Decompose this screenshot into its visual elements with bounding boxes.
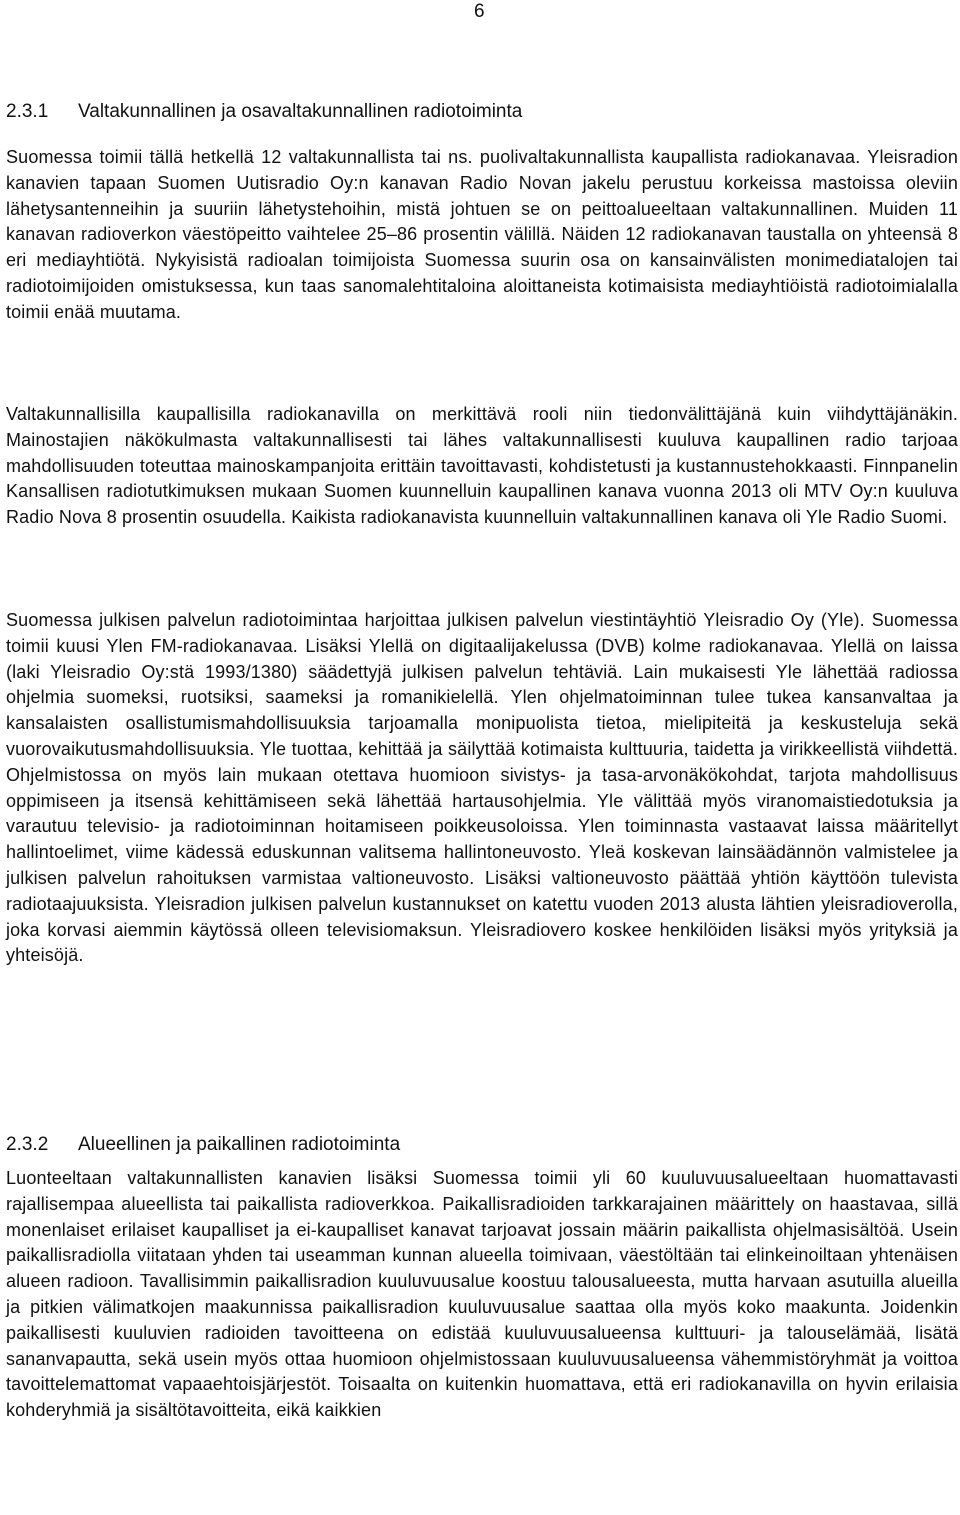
section-number: 2.3.1 [6, 101, 49, 122]
paragraph: Suomessa toimii tällä hetkellä 12 valtakunnallista tai ns. puolivaltakunnallista kaupallista radiokanavaa. Yleisradion kanavien tapaan Suomen Uutisradio Oy:n kanavan Radio Novan jakelu perustuu korkeissa mastoissa oleviin lähetysantenneihin ja suuriin lähetystehoihin, mistä johtuen se on peittoalueeltaan valtakunnallinen. Muiden 11 kanavan radioverkon väestöpeitto vaihtelee 25–86 prosentin välillä. Näiden 12 radiokanavan taustalla on yhteensä 8 eri mediayhtiötä. Nykyisistä radioalan toimijoista Suomessa suurin osa on kansainvälisten monimediatalojen tai radiotoimijoiden omistuksessa, kun taas sanomalehtitaloina aloittaneista kotimaisista mediayhtiöistä radiotoimialalla toimii enää muutama. [6, 147, 958, 322]
section-title: Valtakunnallinen ja osavaltakunnallinen radiotoiminta [78, 101, 523, 122]
section-title: Alueellinen ja paikallinen radiotoiminta [78, 1134, 401, 1155]
section-heading-2-3-1 [6, 100, 522, 124]
paragraph: Valtakunnallisilla kaupallisilla radiokanavilla on merkittävä rooli niin tiedonvälittäjänä kuin viihdyttäjänäkin. Mainostajien näkökulmasta valtakunnallisesti tai lähes valtakunnallisesti kuuluva kaupallinen radio tarjoaa mahdollisuuden toteuttaa mainoskampanjoita erittäin tavoittavasti, kohdistetusti ja kustannustehokkaasti. Finnpanelin Kansallisen radiotutkimuksen mukaan Suomen kuunnelluin kaupallinen kanava vuonna 2013 oli MTV Oy:n kuuluva Radio Nova 8 prosentin osuudella. Kaikista radiokanavista kuunnelluin valtakunnallinen kanava oli Yle Radio Suomi. [6, 404, 958, 528]
section-number: 2.3.2 [6, 1134, 49, 1155]
paragraph: Luonteeltaan valtakunnallisten kanavien lisäksi Suomessa toimii yli 60 kuuluvuusalueeltaan huomattavasti rajallisempaa alueellista tai paikallista radioverkkoa. Paikallisradioiden tarkkarajainen määrittely on haastavaa, sillä monenlaiset erilaiset kaupalliset ja ei-kaupalliset kanavat tarjoavat jossain määrin paikallista ohjelmasisältöä. Usein paikallisradiolla viitataan yhden tai useamman kunnan alueella toimivaan, väestöltään tai elinkeinoiltaan yhtenäisen alueen radioon. Tavallisimmin paikallisradion kuuluvuusalue koostuu talousalueesta, mutta harvaan asutuilla alueilla ja pitkien välimatkojen maakunnissa paikallisradion kuuluvuusalue saattaa olla myös koko maakunta. Joidenkin paikallisesti kuuluvien radioiden tavoitteena on edistää kuuluvuusalueensa kulttuuri- ja talouselämää, lisätä sananvapautta, sekä usein myös ottaa huomioon ohjelmistossaan kuuluvuusalueensa vähemmistöryhmät ja voittoa tavoittelemattomat vapaaehtoisjärjestöt. Toisaalta on kuitenkin huomattava, että eri radiokanavilla on hyvin erilaisia kohderyhmiä ja sisältötavoitteita, eikä kaikkien [6, 1168, 958, 1421]
paragraph: Suomessa julkisen palvelun radiotoimintaa harjoittaa julkisen palvelun viestintäyhtiö Yleisradio Oy (Yle). Suomessa toimii kuusi Ylen FM-radiokanavaa. Lisäksi Ylellä on digitaalijakelussa (DVB) kolme radiokanavaa. Ylellä on laissa (laki Yleisradio Oy:stä 1993/1380) säädettyjä julkisen palvelun tehtäviä. Lain mukaisesti Yle lähettää radiossa ohjelmia suomeksi, ruotsiksi, saameksi ja romanikielellä. Ylen ohjelmatoiminnan tulee tukea kansanvaltaa ja kansalaisten osallistumismahdollisuuksia tarjoamalla monipuolista tietoa, mielipiteitä ja keskusteluja sekä vuorovaikutusmahdollisuuksia. Yle tuottaa, kehittää ja säilyttää kotimaista kulttuuria, taidetta ja virikkeellistä viihdettä. Ohjelmistossa on myös lain mukaan otettava huomioon sivistys- ja tasa-arvonäkökohdat, tarjota mahdollisuus oppimiseen ja itsensä kehittämiseen sekä lähettää hartausohjelmia. Yle välittää myös viranomaistiedotuksia ja varautuu televisio- ja radiotoiminnan hoitamiseen poikkeusoloissa. Ylen toiminnasta vastaavat laissa määritellyt hallintoelimet, viime kädessä eduskunnan valitsema hallintoneuvosto. Yleä koskevan lainsäädännön valmistelee ja julkisen palvelun rahoituksen varmistaa valtioneuvosto. Lisäksi valtioneuvosto päättää yhtiön käyttöön tulevista radiotaajuuksista. Yleisradion julkisen palvelun kustannukset on katettu vuoden 2013 alusta lähtien yleisradioverolla, joka korvasi aiemmin käytössä olleen televisiomaksun. Yleisradiovero koskee henkilöiden lisäksi myös yrityksiä ja yhteisöjä. [6, 610, 958, 966]
page-number: 6 [474, 1, 485, 22]
section-heading-2-3-2 [6, 1133, 400, 1157]
